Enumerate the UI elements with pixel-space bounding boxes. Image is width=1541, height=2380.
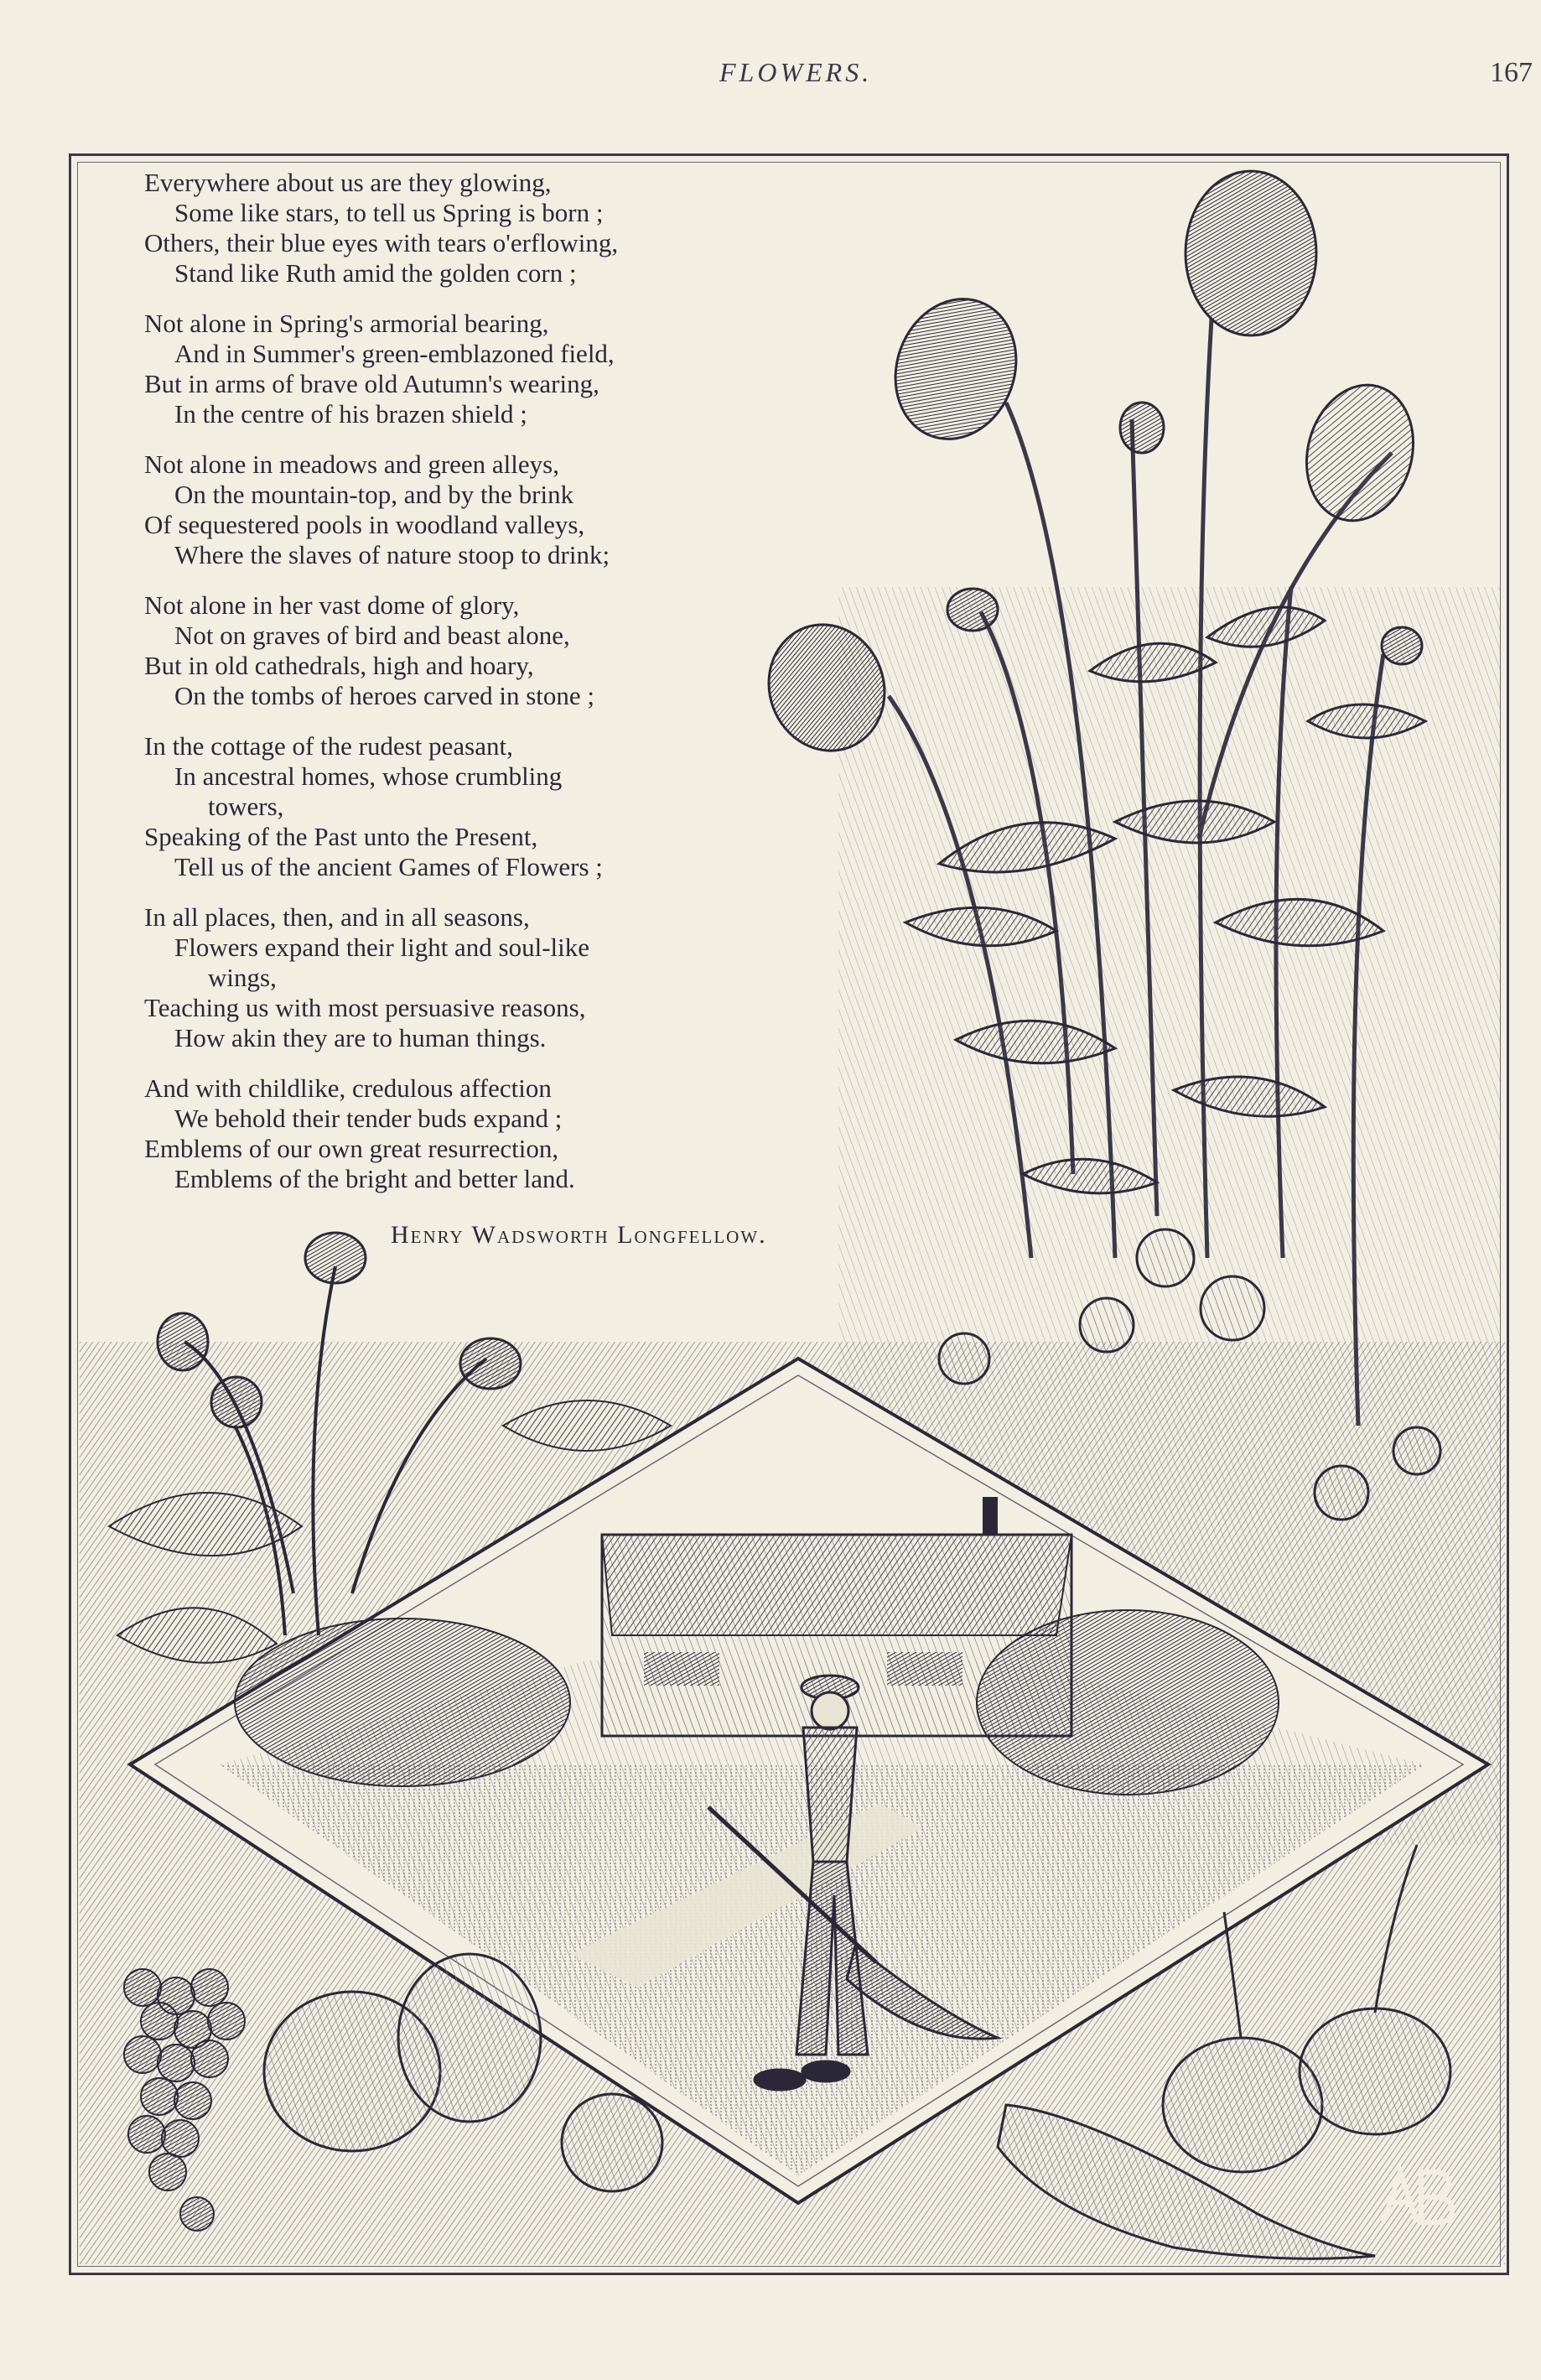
poem-line: In ancestral homes, whose crumbling: [174, 761, 563, 791]
stanza: [144, 1073, 748, 1194]
poem-line: Not alone in meadows and green alleys,: [144, 449, 559, 479]
poem-line: In all places, then, and in all seasons,: [144, 902, 530, 932]
poem-line: wings,: [208, 963, 277, 992]
poem-line: On the tombs of heroes carved in stone ;: [174, 681, 595, 710]
poem-line: Others, their blue eyes with tears o'erflowing,: [144, 228, 619, 257]
poem-line: Where the slaves of nature stoop to drink;: [174, 540, 610, 569]
running-head: [0, 57, 1541, 99]
poem-line: Emblems of our own great resurrection,: [144, 1134, 559, 1163]
poem-attribution: Henry Wadsworth Longfellow.: [391, 1221, 767, 1249]
poem-line: Everywhere about us are they glowing,: [144, 168, 552, 197]
poem-line: In the cottage of the rudest peasant,: [144, 731, 513, 761]
poem-line: On the mountain-top, and by the brink: [174, 480, 574, 509]
artist-monogram: [1375, 2164, 1459, 2231]
poem-line: Emblems of the bright and better land.: [174, 1164, 575, 1193]
stanza: [144, 309, 748, 429]
poem-line: Teaching us with most persuasive reasons,: [144, 993, 586, 1022]
poem-line: In the centre of his brazen shield ;: [174, 399, 527, 429]
poem-line: Not alone in her vast dome of glory,: [144, 590, 520, 620]
stanza: [144, 168, 748, 288]
running-title: FLOWERS.: [719, 57, 873, 87]
stanza: [144, 449, 748, 570]
poem-line: Of sequestered pools in woodland valleys,: [144, 510, 585, 539]
poem-line: Stand like Ruth amid the golden corn ;: [174, 258, 577, 288]
poem-line: We behold their tender buds expand ;: [174, 1104, 563, 1133]
poem: [144, 168, 748, 1214]
poem-line: Tell us of the ancient Games of Flowers ;: [174, 852, 603, 881]
poem-line: But in arms of brave old Autumn's wearing,: [144, 369, 599, 398]
poem-line: How akin they are to human things.: [174, 1023, 547, 1052]
poem-line: towers,: [208, 792, 284, 821]
poem-line: And in Summer's green-emblazoned field,: [174, 339, 615, 368]
poem-line: But in old cathedrals, high and hoary,: [144, 651, 534, 680]
poem-line: Speaking of the Past unto the Present,: [144, 822, 538, 851]
poem-line: Some like stars, to tell us Spring is born ;: [174, 198, 604, 227]
stanza: [144, 590, 748, 711]
poem-line: And with childlike, credulous affection: [144, 1073, 552, 1103]
stanza: [144, 902, 748, 1053]
page-number: 167: [1490, 57, 1533, 88]
poem-line: Not alone in Spring's armorial bearing,: [144, 309, 549, 338]
stanza: [144, 731, 748, 882]
poem-line: Not on graves of bird and beast alone,: [174, 621, 570, 650]
poem-line: Flowers expand their light and soul-like: [174, 933, 590, 962]
